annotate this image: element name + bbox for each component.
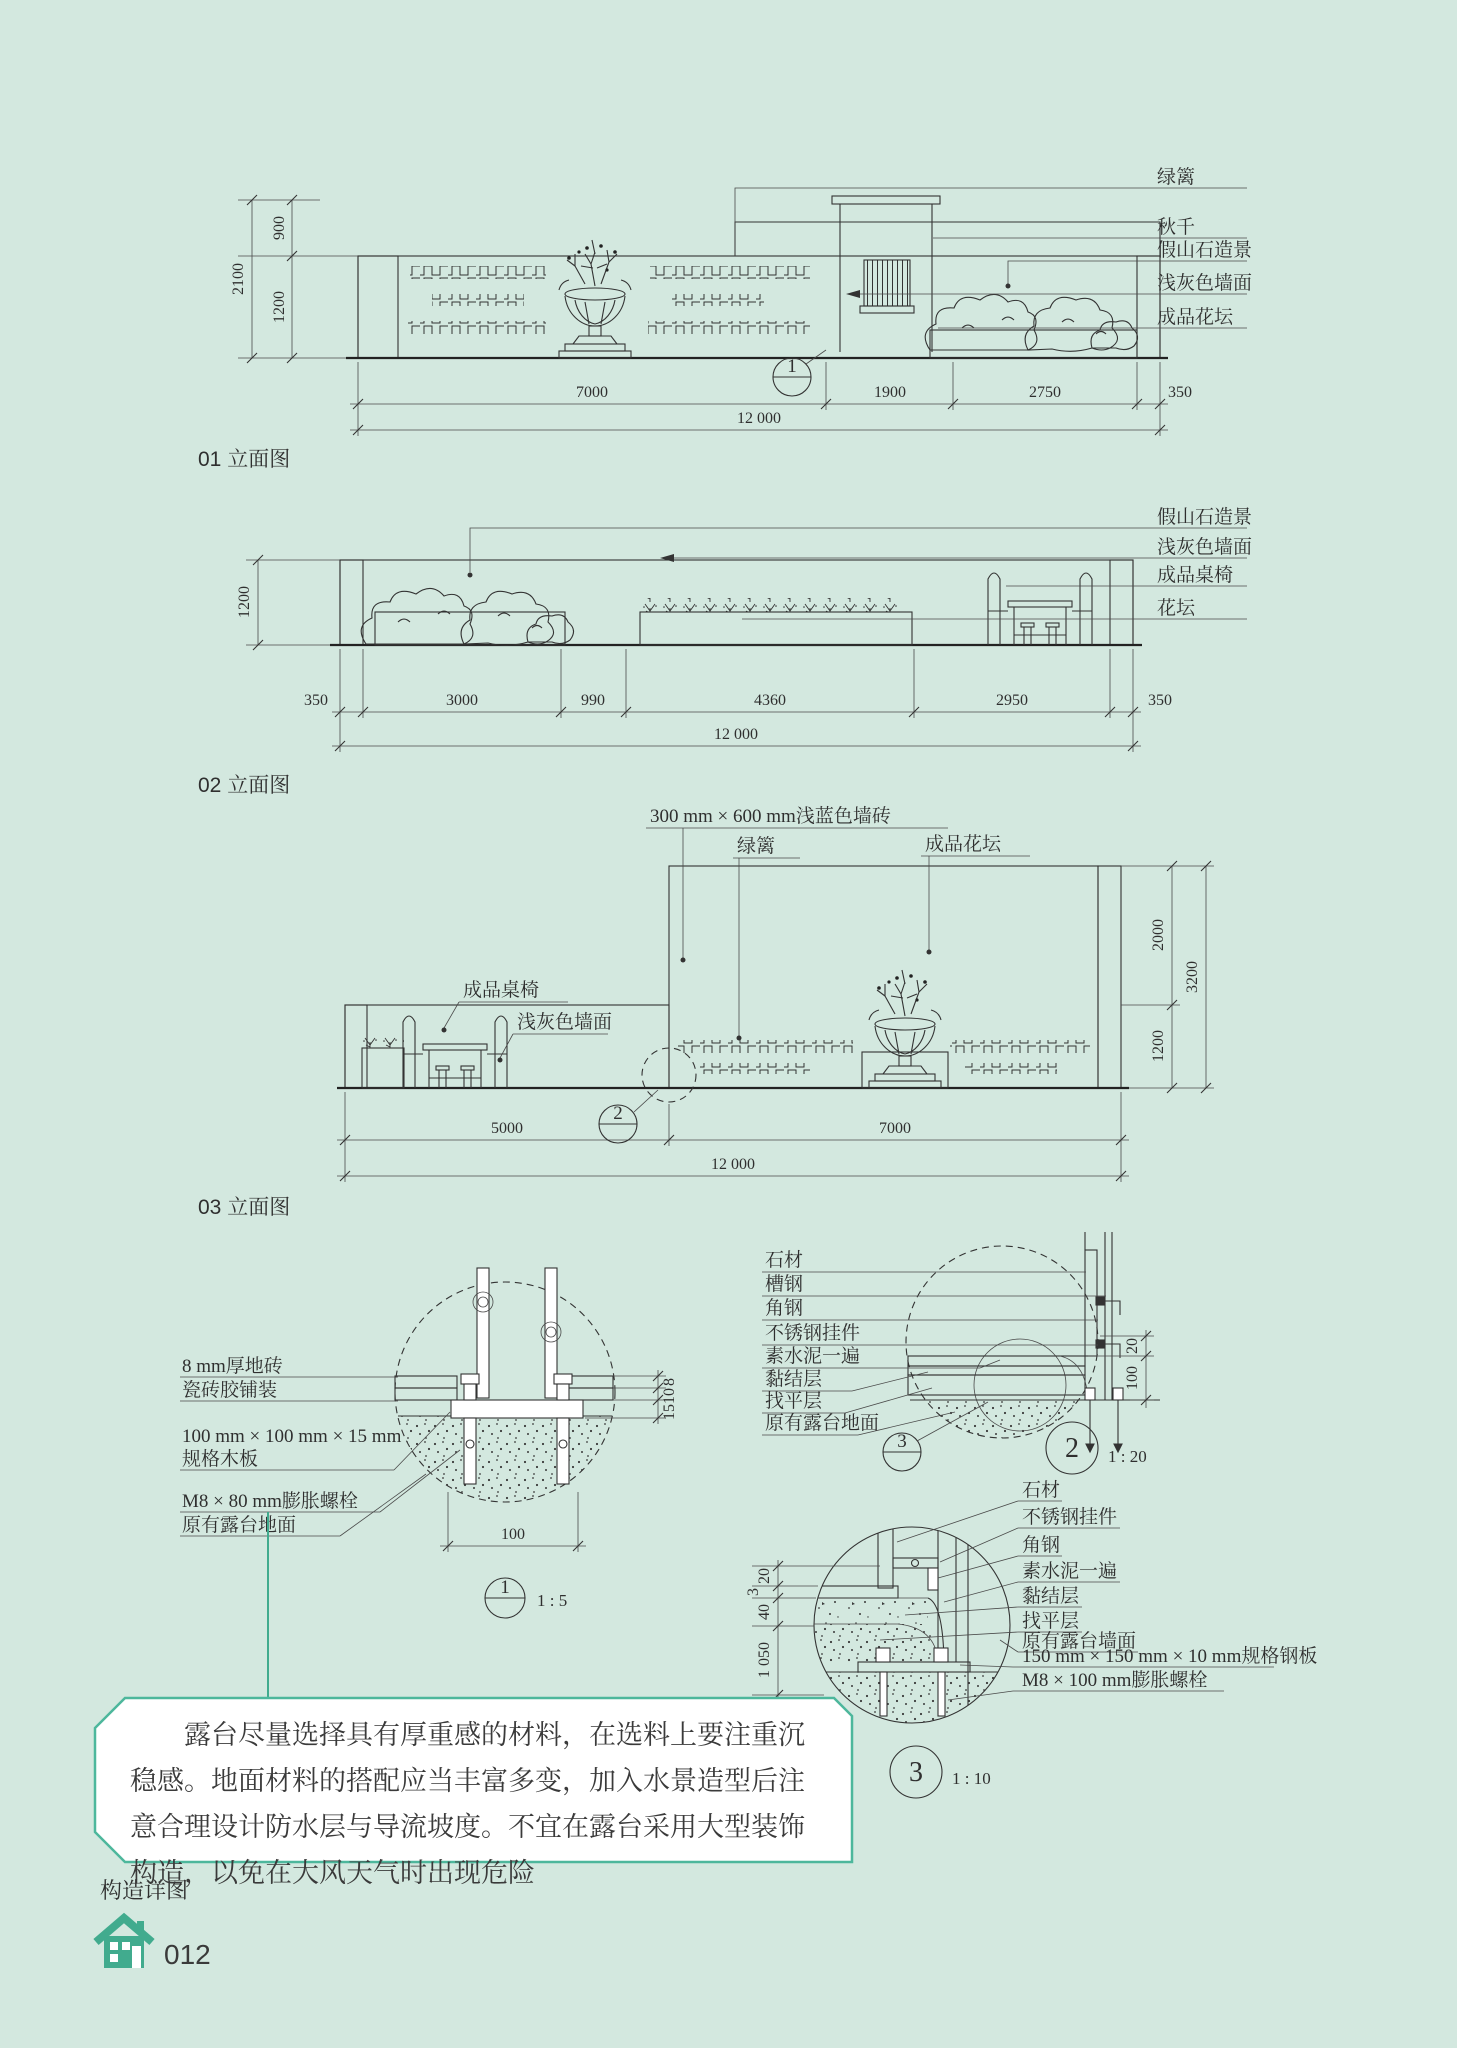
label-existing-floor: 原有露台地面 [182,1515,297,1536]
label-angle-steel: 角钢 [1022,1535,1061,1556]
rockery [361,588,573,645]
detail-number-2 [1046,1422,1147,1474]
dim-seg-350L: 350 [304,692,328,709]
swing [832,196,940,352]
label-channel-steel: 槽钢 [765,1274,804,1295]
scale-1-20: 1 : 20 [1108,1447,1147,1466]
label-table-set: 成品桌椅 [463,980,540,1001]
label-swing: 秋千 [1157,217,1196,238]
dim-seg-350R: 350 [1148,692,1172,709]
svg-text:2: 2 [613,1103,623,1124]
label-existing-wall: 原有露台墙面 [1022,1631,1137,1652]
dim-upper-2000: 2000 [1150,919,1167,951]
label-tile: 8 mm厚地砖 [182,1356,283,1377]
brick-wall [669,866,1098,1088]
dim-3: 3 [745,1588,762,1596]
label-cement: 素水泥一遍 [765,1346,861,1367]
stone-facing [878,1526,893,1588]
feature-vase [869,970,941,1088]
wood-board [451,1400,583,1418]
dim-seg-350: 350 [1168,384,1192,401]
leader-arrow [660,554,674,562]
dim-seg-990: 990 [581,692,605,709]
leader-arrow [846,290,860,298]
dim-seg-4360: 4360 [754,692,786,709]
label-cement: 素水泥一遍 [1022,1561,1118,1582]
dim-8: 8 [661,1378,678,1386]
wall-end-hatch-left [340,560,363,645]
dim-seg-3000: 3000 [446,692,478,709]
elevation-03 [198,805,1214,1219]
dim-seg-7000: 7000 [879,1120,911,1137]
dim-seg-2950: 2950 [996,692,1028,709]
svg-text:2: 2 [1065,1433,1079,1464]
wall-end-hatch-right [1110,560,1133,645]
dim-total-width: 12 000 [711,1156,755,1173]
wall-end-hatch-right [1098,866,1121,1088]
stone-cladding [1085,1250,1097,1356]
detail-1 [180,1268,678,1618]
dim-40: 40 [756,1604,773,1620]
label-flower-bed: 花坛 [1157,598,1196,619]
dim-total-width: 12 000 [737,410,781,427]
page-number: 012 [164,1939,211,1970]
dim-seg-2750: 2750 [1029,384,1061,401]
title-elevation-01: 01 立面图 [198,448,291,471]
dim-1050: 1 050 [756,1642,773,1678]
svg-text:1: 1 [787,356,797,377]
table-set [403,1016,507,1088]
scale-1-5: 1 : 5 [537,1591,568,1610]
elevation-01 [198,166,1252,471]
house-icon [96,1918,152,1968]
label-board-size: 100 mm × 100 mm × 15 mm [182,1426,402,1447]
dim-100: 100 [501,1526,525,1543]
dim-20: 20 [1124,1338,1141,1354]
label-gray-wall: 浅灰色墙面 [517,1012,613,1033]
label-board-name: 规格木板 [182,1449,259,1470]
small-planter [362,1048,404,1088]
label-gray-wall: 浅灰色墙面 [1157,273,1253,294]
detail-2 [762,1232,1160,1474]
dim-seg-7000: 7000 [576,384,608,401]
label-rockery: 假山石造景 [1157,240,1253,261]
label-steel-plate: 150 mm × 150 mm × 10 mm规格钢板 [1022,1646,1318,1667]
dim-height: 1200 [236,586,253,618]
label-hedge: 绿篱 [737,836,776,857]
svg-text:3: 3 [897,1431,907,1452]
dim-total-width: 12 000 [714,726,758,743]
detail-marker-2 [599,1090,658,1143]
dim-15: 15 [661,1404,678,1420]
note-paragraph: 露台尽量选择具有厚重感的材料，在选料上要注重沉稳感。地面材料的搭配应当丰富多变，加入水景造型后注意合理设计防水层与导流坡度。不宜在露台采用大型装饰构造，以免在大风天气时出现危险 [130,1720,805,1888]
footer-section-label: 构造详图 [100,1878,189,1903]
title-elevation-02: 02 立面图 [198,774,291,797]
label-planter: 成品花坛 [925,834,1002,855]
planter-box [930,330,1137,358]
dim-total-height: 2100 [230,263,247,295]
label-gray-wall: 浅灰色墙面 [1157,537,1253,558]
label-planter: 成品花坛 [1157,307,1234,328]
wall-end-hatch-left [358,256,398,358]
label-stone: 石材 [1022,1480,1061,1501]
plants [640,598,900,612]
label-existing-floor: 原有露台地面 [765,1413,880,1434]
label-bond-layer: 黏结层 [1022,1586,1080,1607]
label-ss-hanger: 不锈钢挂件 [765,1323,861,1344]
label-blue-brick: 300 mm × 600 mm浅蓝色墙砖 [650,806,891,827]
vase-pedestal [862,1052,948,1088]
hedge-outline [735,222,1160,256]
dim-upper-height: 900 [271,216,288,240]
dim-10: 10 [661,1388,678,1404]
svg-text:3: 3 [909,1757,923,1788]
detail-number-3 [890,1746,991,1798]
svg-text:1: 1 [500,1577,510,1598]
label-stone: 石材 [765,1250,804,1271]
dim-total-3200: 3200 [1184,961,1201,993]
label-anchor-bolt: M8 × 100 mm膨胀螺栓 [1022,1670,1208,1691]
dim-lower-1200: 1200 [1150,1030,1167,1062]
steel-plate [858,1662,970,1672]
label-leveling-layer: 找平层 [1022,1611,1080,1632]
detail-number-1 [485,1577,567,1618]
flower-bed [640,612,912,645]
label-bond-layer: 黏结层 [765,1369,823,1390]
dim-100: 100 [1124,1366,1141,1390]
label-angle-steel: 角钢 [765,1298,804,1319]
label-anchor-bolt: M8 × 80 mm膨胀螺栓 [182,1491,358,1512]
label-leveling-layer: 找平层 [765,1391,823,1412]
table-set [988,573,1092,645]
dim-seg-1900: 1900 [874,384,906,401]
label-table-set: 成品桌椅 [1157,565,1234,586]
scale-1-10: 1 : 10 [952,1769,991,1788]
title-elevation-03: 03 立面图 [198,1196,291,1219]
dim-lower-height: 1200 [271,291,288,323]
label-rockery: 假山石造景 [1157,507,1253,528]
dim-seg-5000: 5000 [491,1120,523,1137]
elevation-02 [198,506,1252,797]
dim-20: 20 [756,1568,773,1584]
label-hedge: 绿篱 [1157,167,1196,188]
label-adhesive: 瓷砖胶铺装 [182,1380,278,1401]
label-ss-hanger: 不锈钢挂件 [1022,1507,1118,1528]
